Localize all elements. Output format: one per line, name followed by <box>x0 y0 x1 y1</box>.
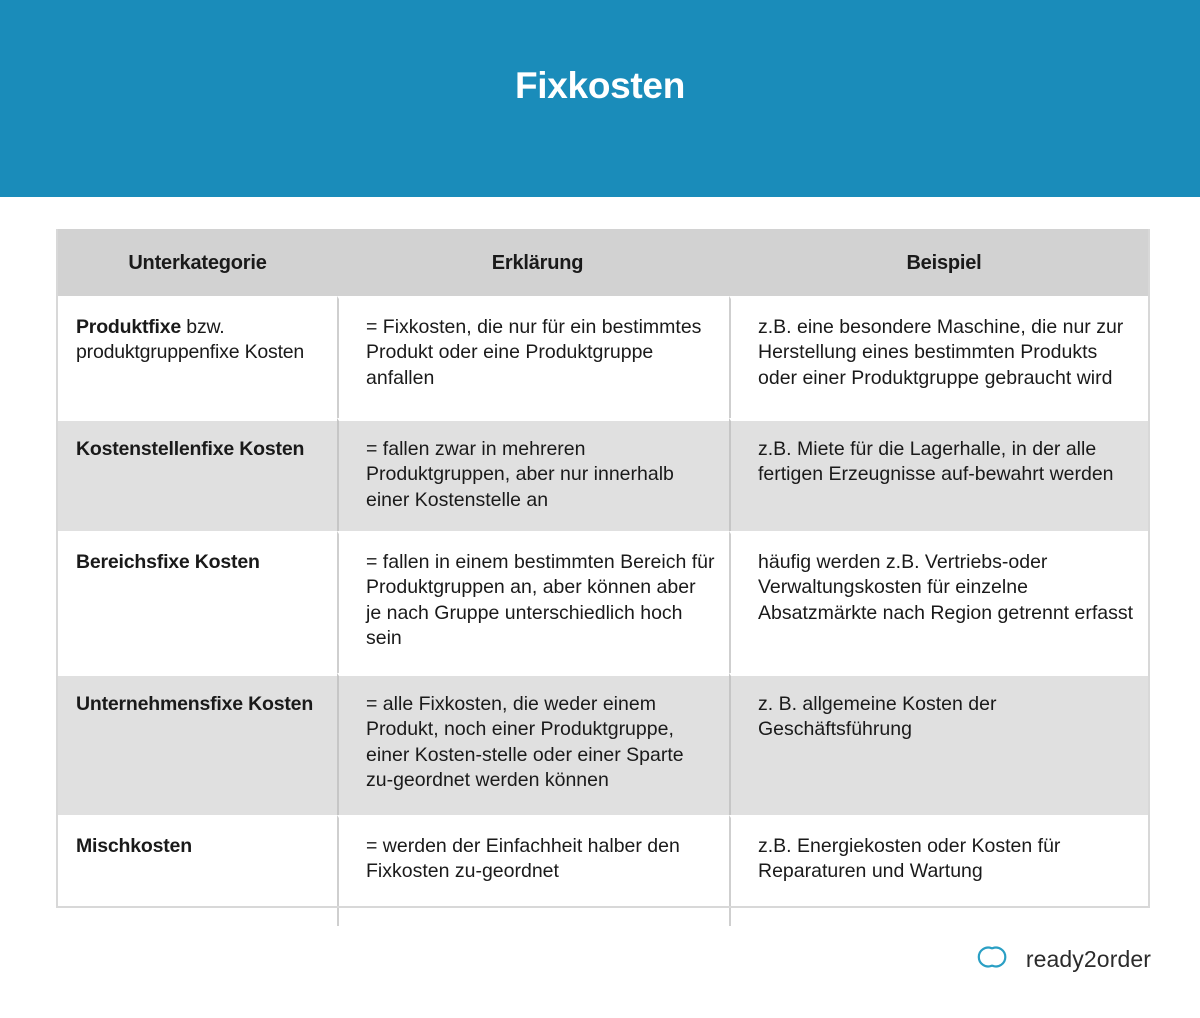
cell-category <box>56 418 337 531</box>
column-header-beispiel <box>729 229 1150 296</box>
brand-logo-text: ready2order <box>1025 946 1151 972</box>
cell-category <box>56 815 337 926</box>
table-row <box>56 531 1150 673</box>
column-header-label: Erklärung <box>491 252 584 274</box>
table-row <box>56 296 1150 418</box>
page-title: Fixkosten <box>514 65 685 106</box>
category-bold-part: Unternehmensfixe Kosten <box>76 693 314 716</box>
example-text: z.B. eine besondere Maschine, die nur zur Herstellung eines bestimmten Produkts oder einer Produktgruppe gebraucht wird <box>758 316 1124 389</box>
cell-example <box>729 418 1150 531</box>
column-header-unterkategorie <box>56 229 337 296</box>
fixkosten-table <box>56 229 1150 926</box>
cell-category <box>56 531 337 673</box>
example-text: z. B. allgemeine Kosten der Geschäftsführung <box>758 693 997 741</box>
category-bold-part: Kostenstellenfixe Kosten <box>76 438 305 460</box>
category-text <box>56 818 337 877</box>
cell-example <box>729 815 1150 926</box>
table-row <box>56 815 1150 926</box>
table-row <box>56 673 1150 815</box>
explanation-text: = fallen in einem bestimmten Bereich für Produktgruppen an, aber können aber je nach Gruppe unterschiedlich hoch sein <box>366 551 715 650</box>
page-header-band <box>0 0 1200 197</box>
cell-explanation <box>337 673 729 815</box>
brand-logo <box>971 943 1151 976</box>
cell-explanation <box>337 296 729 418</box>
category-text <box>56 421 337 480</box>
interlocking-circles-icon <box>971 943 1015 976</box>
cell-category <box>56 673 337 815</box>
table-header-row <box>56 229 1150 296</box>
category-bold-part: Bereichsfixe Kosten <box>76 551 260 574</box>
column-header-erklaerung <box>337 229 729 296</box>
explanation-text: = alle Fixkosten, die weder einem Produkt, noch einer Produktgruppe, einer Kosten-stelle oder einer Sparte zu-geordnet werden können <box>366 693 684 792</box>
category-bold-part: Mischkosten <box>76 835 192 858</box>
column-header-label: Beispiel <box>906 252 982 274</box>
cell-example <box>729 531 1150 673</box>
cell-explanation <box>337 418 729 531</box>
explanation-text: = fallen zwar in mehreren Produktgruppen, aber nur innerhalb einer Kostenstelle an <box>366 438 674 511</box>
example-text: z.B. Miete für die Lagerhalle, in der alle fertigen Erzeugnisse auf-bewahrt werden <box>758 438 1114 486</box>
cell-explanation <box>337 531 729 673</box>
category-regular-part: bzw. produktgruppenfixe Kosten <box>76 316 305 363</box>
example-text: z.B. Energiekosten oder Kosten für Reparaturen und Wartung <box>758 835 1061 883</box>
fixkosten-table-wrapper <box>56 229 1150 926</box>
category-text <box>56 676 337 735</box>
explanation-text: = werden der Einfachheit halber den Fixkosten zu-geordnet <box>366 835 680 883</box>
category-text <box>56 299 337 383</box>
cell-explanation <box>337 815 729 926</box>
example-text: häufig werden z.B. Vertriebs-oder Verwaltungskosten für einzelne Absatzmärkte nach Region getrennt erfasst <box>758 551 1134 624</box>
category-text <box>56 534 337 593</box>
category-bold-part: Produktfixe <box>76 316 182 338</box>
table-row <box>56 418 1150 531</box>
column-header-label: Unterkategorie <box>128 252 267 274</box>
explanation-text: = Fixkosten, die nur für ein bestimmtes Produkt oder eine Produktgruppe anfallen <box>366 316 702 389</box>
cell-category <box>56 296 337 418</box>
cell-example <box>729 673 1150 815</box>
cell-example <box>729 296 1150 418</box>
